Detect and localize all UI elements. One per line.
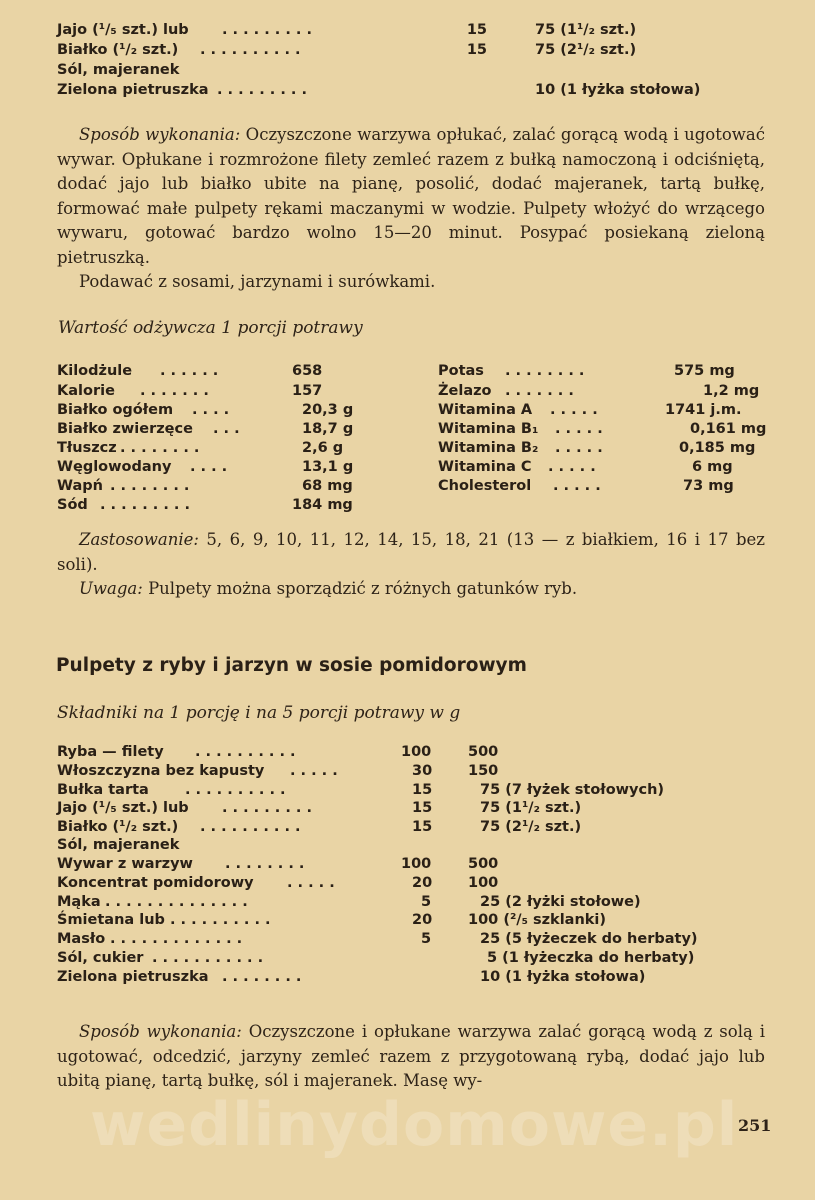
ingredient-name: Sól, majeranek (57, 62, 180, 78)
ingredient-amount-5: 75 (2¹/₂ szt.) (535, 42, 637, 58)
recipe-method-paragraph (57, 1020, 765, 1094)
ingredient-name: Włoszczyzna bez kapusty (57, 763, 265, 779)
nutrient-value: 0,161 mg (690, 421, 767, 437)
ingredient-name: Śmietana lub (57, 912, 165, 928)
ingredient-name: Wywar z warzyw (57, 856, 193, 872)
dot-leader: . . . . . . . . . (222, 800, 312, 816)
dot-leader: . . . . . . . . . . (195, 744, 296, 760)
ingredient-name: Sól, majeranek (57, 837, 180, 853)
dot-leader: . . . . . (550, 402, 598, 418)
ingredient-amount-5: 100 (²/₅ szklanki) (468, 912, 607, 928)
nutrient-label: Kilodżule (57, 363, 133, 379)
nutrient-label: Potas (438, 363, 484, 379)
ingredient-amount-5: 500 (468, 856, 499, 872)
dot-leader: . . . . . . . . (225, 856, 305, 872)
nutrient-label: Cholesterol (438, 478, 532, 494)
ingredient-amount-5: 25 (2 łyżki stołowe) (480, 894, 641, 910)
ingredient-name: Koncentrat pomidorowy (57, 875, 254, 891)
ingredient-name: Jajo (¹/₅ szt.) lub (57, 800, 189, 816)
ingredient-amount-5: 75 (1¹/₂ szt.) (535, 22, 637, 38)
dot-leader: . . . . . . . (505, 383, 574, 399)
dot-leader: . . . . . (548, 459, 596, 475)
dot-leader: . . . . . (290, 763, 338, 779)
nutrient-label: Witamina B₁ (438, 421, 539, 437)
nutrient-value: 2,6 g (302, 440, 344, 456)
ingredient-amount-1: 100 (401, 744, 432, 760)
nutrient-label: Witamina A (438, 402, 533, 418)
nutrient-label: Witamina C (438, 459, 532, 475)
ingredient-amount-1: 15 (412, 800, 433, 816)
ingredient-row (57, 82, 757, 102)
ingredient-amount-5: 10 (1 łyżka stołowa) (535, 82, 701, 98)
dot-leader: . . . . . . . . (110, 478, 190, 494)
ingredient-amount-1: 20 (412, 912, 433, 928)
ingredient-name: Sól, cukier (57, 950, 144, 966)
note-label: Uwaga: (79, 579, 143, 598)
ingredient-amount-1: 15 (412, 819, 433, 835)
ingredient-amount-1: 20 (412, 875, 433, 891)
note-text: Pulpety można sporządzić z różnych gatunków ryb. (142, 579, 578, 598)
nutrient-value: 1,2 mg (703, 383, 760, 399)
method-text: Oczyszczone i opłukane warzywa zalać gorącą wodą z solą i ugotować, odcedzić, jarzyny zemleć razem z przygotowaną rybą, dodać jajo lub ubitą pianę, tartą bułkę, sól i majeranek. Masę wy- (57, 1022, 765, 1090)
ingredient-name: Bułka tarta (57, 782, 149, 798)
dot-leader: . . . . . . . . . (222, 22, 312, 38)
nutrition-title: Wartość odżywcza 1 porcji potrawy (58, 318, 363, 338)
recipe-title: Pulpety z ryby i jarzyn w sosie pomidorowym (56, 655, 527, 676)
nutrient-value: 68 mg (302, 478, 353, 494)
dot-leader: . . . . . (555, 421, 603, 437)
dot-leader: . . . . . (553, 478, 601, 494)
nutrient-value: 18,7 g (302, 421, 354, 437)
ingredient-name: Ryba — filety (57, 744, 164, 760)
method-paragraph (57, 123, 765, 295)
ingredient-name: Białko (¹/₂ szt.) (57, 819, 179, 835)
nutrient-value: 20,3 g (302, 402, 354, 418)
dot-leader: . . . . . . . . . . (170, 912, 271, 928)
ingredient-row (57, 22, 757, 42)
nutrient-label: Witamina B₂ (438, 440, 539, 456)
nutrient-label: Węglowodany (57, 459, 172, 475)
nutrient-value: 658 (292, 363, 323, 379)
nutrient-label: Żelazo (438, 383, 492, 399)
nutrient-value: 6 mg (692, 459, 733, 475)
nutrient-label: Białko ogółem (57, 402, 174, 418)
serving-text: Podawać z sosami, jarzynami i surówkami. (79, 272, 436, 291)
ingredient-amount-5: 500 (468, 744, 499, 760)
ingredient-amount-5: 75 (7 łyżek stołowych) (480, 782, 665, 798)
ingredient-amount-1: 15 (412, 782, 433, 798)
method-text: Oczyszczone warzywa opłukać, zalać gorącą wodą i ugotować wywar. Opłukane i rozmrożone filety zemleć razem z bułką namoczoną i odciśniętą, dodać jajo lub białko ubite na pianę, posolić, dodać majeranek, tartą bułkę, formować małe pulpety rękami maczanymi w wodzie. Pulpety włożyć do wrzącego wywaru, gotować bardzo wolno 15—20 minut. Posypać posiekaną zieloną pietruszką. (57, 125, 765, 267)
dot-leader: . . . . . . . . (120, 440, 200, 456)
ingredient-amount-5: 150 (468, 763, 499, 779)
dot-leader: . . . . . . . . . . (200, 819, 301, 835)
dot-leader: . . . . . . . . . . . . . . (105, 894, 248, 910)
nutrient-value: 575 mg (674, 363, 735, 379)
nutrient-label: Białko zwierzęce (57, 421, 193, 437)
nutrient-value: 0,185 mg (679, 440, 756, 456)
ingredients-title: Składniki na 1 porcję i na 5 porcji potrawy w g (57, 703, 461, 723)
dot-leader: . . . . . . . . . . (185, 782, 286, 798)
nutrient-label: Tłuszcz (57, 440, 117, 456)
watermark-text: wedlinydomowe.pl (90, 1090, 739, 1160)
ingredient-amount-5: 25 (5 łyżeczek do herbaty) (480, 931, 698, 947)
ingredient-amount-1: 15 (466, 22, 487, 38)
dot-leader: . . . . . . . . . . . . . (110, 931, 243, 947)
dot-leader: . . . . . . . . . . . (152, 950, 264, 966)
method-label: Sposób wykonania: (79, 1022, 242, 1041)
dot-leader: . . . . . (555, 440, 603, 456)
ingredient-amount-1: 5 (421, 894, 432, 910)
ingredient-name: Zielona pietruszka (57, 82, 209, 98)
dot-leader: . . . . . . . . . (217, 82, 307, 98)
ingredient-amount-1: 30 (412, 763, 433, 779)
usage-text: 5, 6, 9, 10, 11, 12, 14, 15, 18, 21 (13 — z białkiem, 16 i 17 bez soli). (57, 530, 765, 574)
nutrient-label: Wapń (57, 478, 103, 494)
ingredient-name: Białko (¹/₂ szt.) (57, 42, 179, 58)
dot-leader: . . . . (192, 402, 230, 418)
nutrient-value: 13,1 g (302, 459, 354, 475)
usage-paragraph (57, 528, 765, 602)
ingredient-name: Zielona pietruszka (57, 969, 209, 985)
dot-leader: . . . . . . (160, 363, 219, 379)
dot-leader: . . . . . . . . (222, 969, 302, 985)
dot-leader: . . . (213, 421, 240, 437)
nutrient-label: Sód (57, 497, 88, 513)
method-label: Sposób wykonania: (79, 125, 241, 144)
ingredient-amount-5: 75 (2¹/₂ szt.) (480, 819, 582, 835)
dot-leader: . . . . . . . . . (100, 497, 190, 513)
ingredient-amount-5: 5 (1 łyżeczka do herbaty) (487, 950, 695, 966)
ingredient-name: Mąka (57, 894, 101, 910)
nutrient-value: 1741 j.m. (665, 402, 742, 418)
ingredient-name: Masło (57, 931, 106, 947)
nutrient-value: 184 mg (292, 497, 353, 513)
dot-leader: . . . . . (287, 875, 335, 891)
ingredient-name: Jajo (¹/₅ szt.) lub (57, 22, 189, 38)
ingredient-amount-5: 100 (468, 875, 499, 891)
page-number: 251 (738, 1116, 772, 1135)
dot-leader: . . . . (190, 459, 228, 475)
nutrient-value: 73 mg (683, 478, 734, 494)
ingredient-amount-1: 100 (401, 856, 432, 872)
dot-leader: . . . . . . . (140, 383, 209, 399)
nutrient-label: Kalorie (57, 383, 115, 399)
ingredient-row (57, 42, 757, 62)
usage-label: Zastosowanie: (79, 530, 199, 549)
ingredient-row (57, 62, 757, 82)
nutrient-value: 157 (292, 383, 323, 399)
ingredient-amount-5: 10 (1 łyżka stołowa) (480, 969, 646, 985)
dot-leader: . . . . . . . . . . (200, 42, 301, 58)
ingredient-amount-1: 5 (421, 931, 432, 947)
ingredient-amount-1: 15 (466, 42, 487, 58)
ingredient-amount-5: 75 (1¹/₂ szt.) (480, 800, 582, 816)
dot-leader: . . . . . . . . (505, 363, 585, 379)
